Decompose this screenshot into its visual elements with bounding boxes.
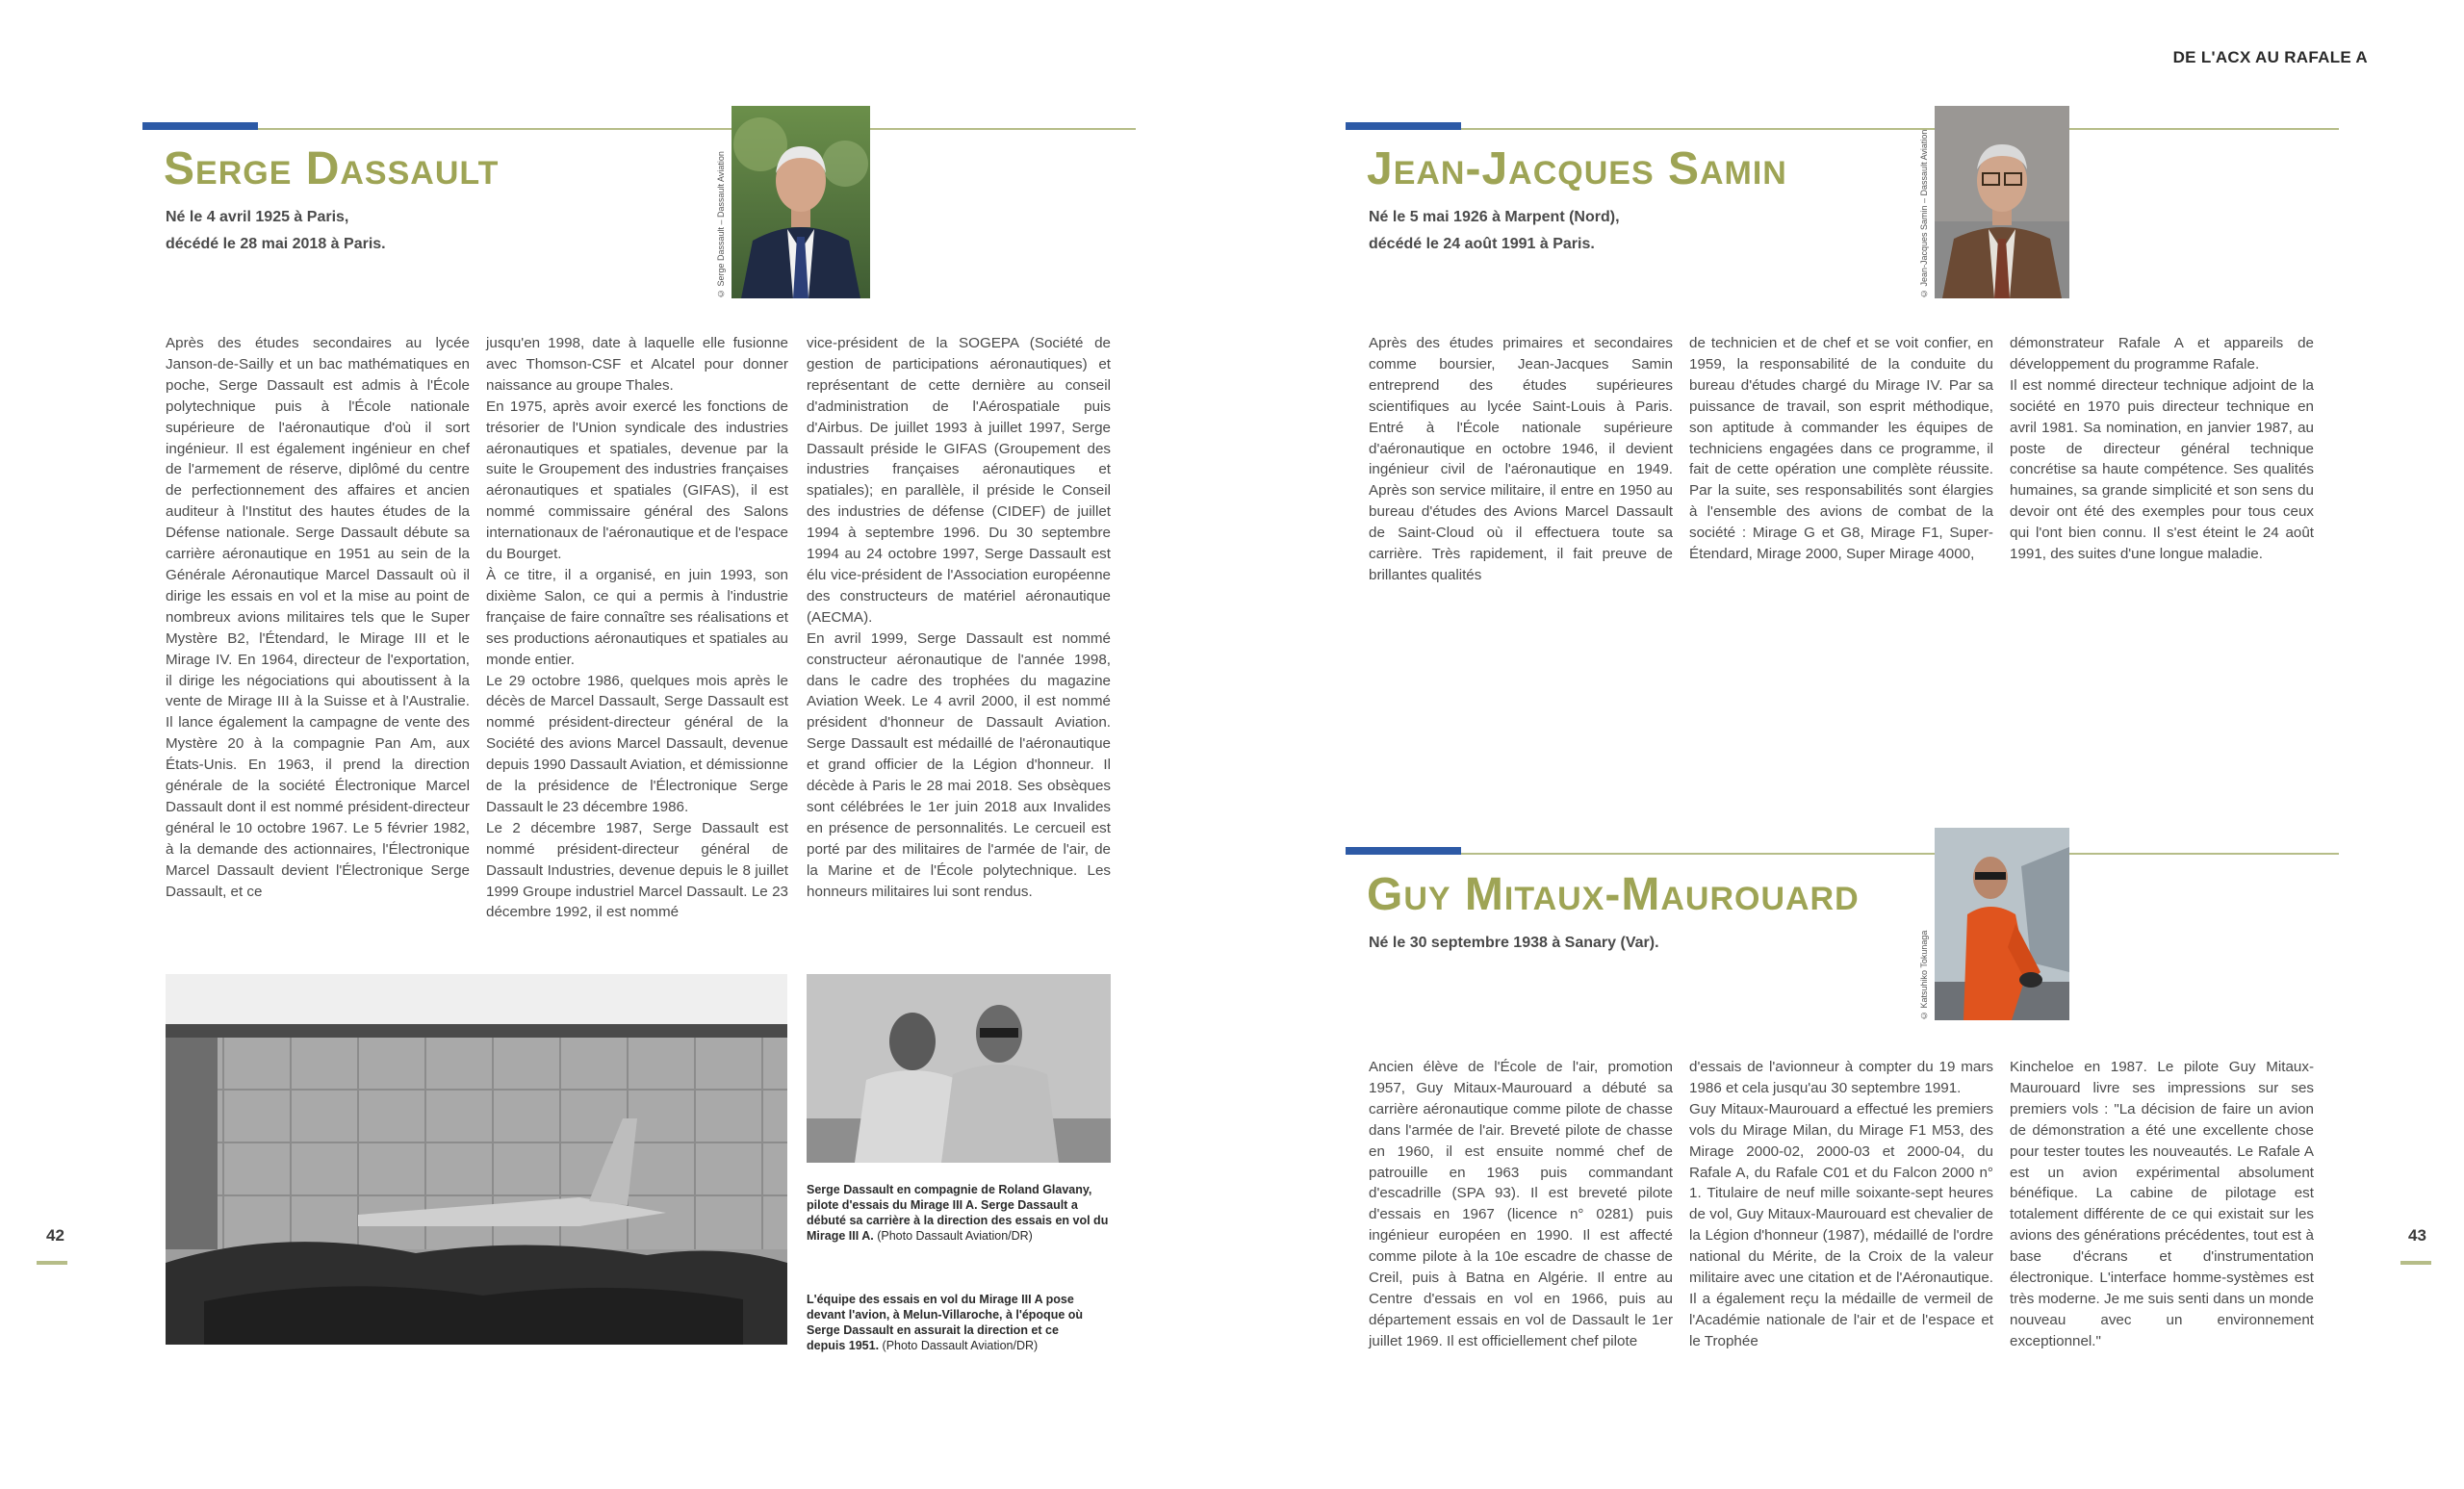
text-column: jusqu'en 1998, date à laquelle elle fusionne avec Thomson-CSF et Alcatel pour donner naissance au groupe Thales. En 1975, après avoir exercé les fonctions de trésorier de l'Union syndicale des industries aéronautiques et spatiales, devenue par la suite le Groupement des industries françaises aéronautiques et spatiales (GIFAS), il est nommé commissaire général des Salons internationaux de l'aéronautique et de l'espace du Bourget. À ce titre, il a organisé, en juin 1993, son dixième Salon, ce qui a permis à l'industrie française de faire connaître ses réalisations et ses productions aéronautiques et spatiales au monde entier. Le 29 octobre 1986, quelques mois après le décès de Marcel Dassault, Serge Dassault est nommé président-directeur général de la Société des avions Marcel Dassault, devenue depuis 1990 Dassault Aviation, et démissionne de la présidence de l'Électronique Serge Dassault le 23 décembre 1986. Le 2 décembre 1987, Serge Dassault est nommé président-directeur général de Dassault Industries, devenue depuis le 8 juillet 1999 Groupe industriel Marcel Dassault. Le 23 décembre 1992, il est nommé — [486, 335, 788, 921]
caption-text: Serge Dassault en compagnie de Roland Glavany, pilote d'essais du Mirage III A. Serge Dassault a débuté sa carrière à la direction des essais en vol du Mirage III A. — [807, 1183, 1109, 1243]
section-accent-samin — [1346, 122, 1461, 130]
text-column: vice-président de la SOGEPA (Société de gestion de participations aéronautiques) et représentant de cette dernière au conseil d'administration de l'Aérospatiale puis d'Airbus. De juillet 1993 à juillet 1997, Serge Dassault préside le GIFAS (Groupement des industries françaises aéronautiques et spatiales); en parallèle, il préside le Conseil des industries de défense (CIDEF) de juillet 1994 à septembre 1996. Du 30 septembre 1994 au 24 octobre 1997, Serge Dassault est élu vice-président de l'Association européenne des constructeurs de matériel aéronautique (AECMA). En avril 1999, Serge Dassault est nommé constructeur aéronautique de l'année 1998, dans le cadre des trophées du magazine Aviation Week. Le 4 avril 2000, il est nommé président d'honneur de Dassault Aviation. Serge Dassault est médaillé de l'aéronautique et grand officier de la Légion d'honneur. Il décède à Paris le 28 mai 2018. Ses obsèques sont célébrées le 1er juin 2018 aux Invalides en présence de personnalités. Le cercueil est porté par des militaires de l'armée de l'air, de la Marine et de l'École polytechnique. Les honneurs militaires lui sont rendus. — [807, 335, 1111, 900]
birth-line: Né le 5 mai 1926 à Marpent (Nord), — [1369, 209, 1620, 225]
death-line: décédé le 28 mai 2018 à Paris. — [166, 236, 386, 252]
photo-credit-samin: © Jean-Jacques Samin – Dassault Aviation — [1919, 129, 1929, 298]
portrait-serge-dassault — [732, 106, 870, 298]
text-column: Kincheloe en 1987. Le pilote Guy Mitaux-Maurouard livre ses impressions sur ses premiers vols : "La décision de faire un avion de démonstration a été une excellente chose pour tester toutes les nouveautés. Le Rafale A est un avion expérimental absolument bénéfique. La cabine de pilotage est totalement différente de ce qui existait sur les avions des générations précédentes, tout est à base d'écrans et d'instrumentation électronique. L'interface homme-systèmes est très moderne. Je me suis senti dans un monde nouveau avec un environnement exceptionnel." — [2010, 1059, 2314, 1349]
folio-mark-right — [2400, 1261, 2431, 1265]
caption-test-team — [807, 1292, 1095, 1353]
portrait-jean-jacques-samin — [1935, 106, 2069, 298]
section-accent-dassault — [142, 122, 258, 130]
page-number-right: 43 — [2408, 1226, 2426, 1245]
bio-name-mitaux: Guy Mitaux-Maurouard — [1367, 869, 1860, 920]
bio-dates-samin — [1369, 204, 1620, 258]
text-column: Après des études primaires et secondaires comme boursier, Jean-Jacques Samin entreprend des études supérieures scientifiques au lycée Saint-Louis à Paris. Entré à l'École nationale supérieure d'aéronautique en octobre 1946, il devient ingénieur civil de l'aéronautique en 1949. Après son service militaire, il entre en 1950 au bureau d'études des Avions Marcel Dassault de Saint-Cloud où il effectuera toute sa carrière. Très rapidement, il fait preuve de brillantes qualités — [1369, 335, 1673, 583]
section-rule-dassault — [142, 128, 1136, 130]
bio-name-samin: Jean-Jacques Samin — [1367, 143, 1787, 194]
folio-mark-left — [37, 1261, 67, 1265]
text-column: Ancien élève de l'École de l'air, promotion 1957, Guy Mitaux-Maurouard a débuté sa carrière aéronautique comme pilote de chasse dans l'armée de l'air. Breveté pilote de chasse en 1960, il est ensuite nommé chef de patrouille en 1963 puis commandant d'escadrille (SPA 93). Il est breveté pilote d'essais en 1967 (licence n° 0281) puis ingénieur européen en 1990. Il est affecté comme pilote à la 10e escadre de chasse de Creil, puis à Batna en Algérie. Il entre au Centre d'essais en vol en 1966, puis au département essais en vol de Dassault le 1er juillet 1969. Il est officiellement chef pilote — [1369, 1059, 1673, 1349]
birth-line: Né le 4 avril 1925 à Paris, — [166, 209, 349, 225]
text-column: de technicien et de chef et se voit confier, en 1959, la responsabilité de la conduite du bureau d'études chargé du Mirage IV. Par sa puissance de travail, son esprit méthodique, son aptitude à commander les équipes de techniciens engagées dans ce programme, il fait de cette opération une complète réussite. Par la suite, ses responsabilités sont élargies à l'ensemble des avions de combat de la société : Mirage G et G8, Mirage F1, Super-Étendard, Mirage 2000, Super Mirage 4000, — [1689, 335, 1993, 563]
photo-credit-mitaux: © Katsuhiko Tokunaga — [1919, 930, 1929, 1020]
text-column: démonstrateur Rafale A et appareils de développement du programme Rafale. Il est nommé directeur technique adjoint de la société en 1970 puis directeur technique en avril 1981. Sa nomination, en janvier 1987, au poste de directeur général technique concrétise sa haute compétence. Ses qualités humaines, sa grande simplicité et son sens du devoir ont été des exemples pour tous ceux qui l'ont bien connu. Il s'est éteint le 24 août 1991, des suites d'une longue maladie. — [2010, 335, 2314, 563]
bio-dates-dassault — [166, 204, 386, 258]
section-rule-samin — [1346, 128, 2339, 130]
bio-dates-mitaux — [1369, 930, 1659, 957]
portrait-guy-mitaux-maurouard — [1935, 828, 2069, 1020]
birth-line: Né le 30 septembre 1938 à Sanary (Var). — [1369, 935, 1659, 951]
caption-credit: (Photo Dassault Aviation/DR) — [882, 1339, 1039, 1352]
text-column: Après des études secondaires au lycée Janson-de-Sailly et un bac mathématiques en poche, Serge Dassault est admis à l'École polytechnique puis à l'École nationale supérieure de l'aéronautique d'où il sort ingénieur. Il est également ingénieur en chef de l'armement de réserve, diplômé du centre de perfectionnement des affaires et ancien auditeur à l'Institut des hautes études de la Défense nationale. Serge Dassault débute sa carrière aéronautique en 1951 au sein de la Générale Aéronautique Marcel Dassault où il dirige les essais en vol et la mise au point de nombreux avions militaires tels que le Super Mystère B2, l'Étendard, le Mirage III et le Mirage IV. En 1964, directeur de l'exportation, il dirige les négociations qui aboutissent à la vente de Mirage III à la Suisse et à l'Australie. Il lance également la campagne de vente des Mystère 20 à la compagnie Pan Am, aux États-Unis. En 1963, il prend la direction générale de la société Électronique Marcel Dassault dont il est nommé président-directeur général le 10 octobre 1967. Le 5 février 1982, à la demande des actionnaires, l'Électronique Marcel Dassault devient l'Électronique Serge Dassault, et ce — [166, 335, 470, 900]
caption-text: L'équipe des essais en vol du Mirage III A pose devant l'avion, à Melun-Villaroche, à l'époque où Serge Dassault en assurait la direction et ce depuis 1951. — [807, 1293, 1084, 1352]
section-rule-mitaux — [1346, 853, 2339, 855]
text-column: d'essais de l'avionneur à compter du 19 mars 1986 et cela jusqu'au 30 septembre 1991. Guy Mitaux-Maurouard a effectué les premiers vols du Mirage Milan, du Mirage F1 M53, des Mirage 2000-02, 2000-03 et 2000-04, du Rafale A, du Rafale C01 et du Falcon 2000 n° 1. Titulaire de neuf mille soixante-sept heures de vol, Guy Mitaux-Maurouard est chevalier de la Légion d'honneur (1987), médaillé de l'ordre national du Mérite, de la Croix de la valeur militaire avec une citation et de l'Aéronautique. Il a également reçu la médaille de vermeil de l'Académie nationale de l'air et de l'espace et le Trophée — [1689, 1059, 1993, 1349]
caption-credit: (Photo Dassault Aviation/DR) — [877, 1229, 1033, 1243]
page-number-left: 42 — [46, 1226, 64, 1245]
photo-test-team-mirage — [166, 974, 787, 1345]
photo-credit-dassault: © Serge Dassault – Dassault Aviation — [716, 151, 726, 298]
running-header: DE L'ACX AU RAFALE A — [2172, 48, 2368, 66]
photo-dassault-glavany — [807, 974, 1111, 1163]
section-accent-mitaux — [1346, 847, 1461, 855]
bio-name-dassault: Serge Dassault — [164, 143, 500, 194]
caption-dassault-glavany — [807, 1182, 1113, 1244]
death-line: décédé le 24 août 1991 à Paris. — [1369, 236, 1595, 252]
